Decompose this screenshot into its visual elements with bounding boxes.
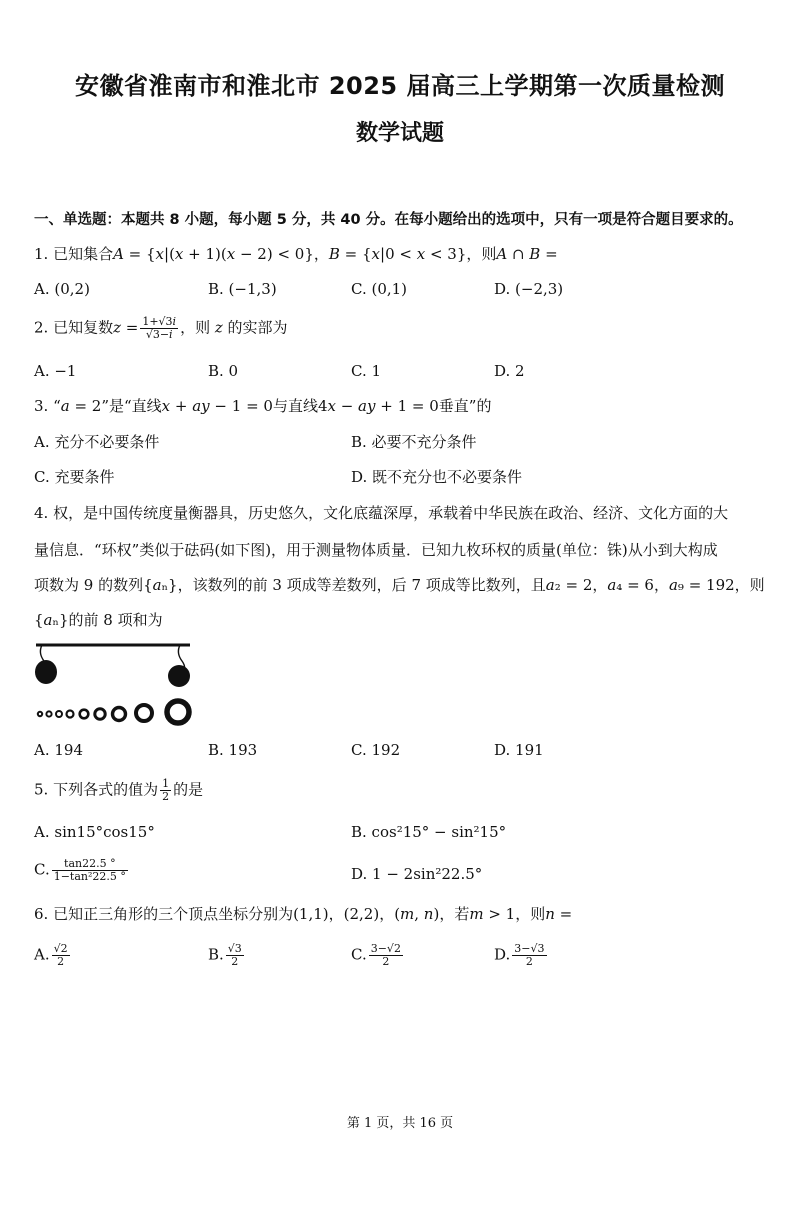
q5-option-c-num: tan22.5 ° bbox=[52, 858, 128, 871]
question-6-stem: 6. 已知正三角形的三个顶点坐标分别为(1,1)，(2,2)，(𝑚, 𝑛)，若𝑚 > 1，则𝑛 = bbox=[34, 905, 573, 923]
q6-option-d-den: 2 bbox=[525, 955, 533, 968]
q4-option-d: D. 191 bbox=[494, 741, 544, 759]
q5-option-a: A. sin15°cos15° bbox=[34, 823, 155, 841]
q2-stem-prefix: 2. 已知复数𝑧 = bbox=[34, 318, 139, 337]
q6-option-b-den: 2 bbox=[231, 955, 239, 968]
q3-option-d: D. 既不充分也不必要条件 bbox=[351, 468, 523, 486]
q2-fraction bbox=[140, 316, 178, 341]
question-4-line-4: {𝑎ₙ}的前 8 项和为 bbox=[34, 611, 163, 629]
q5-option-c-fraction bbox=[52, 858, 128, 883]
q2-frac-den: √3−𝑖 bbox=[145, 328, 173, 341]
q6-option-c-den: 2 bbox=[382, 955, 390, 968]
question-1-stem: 1. 已知集合𝐴 = {𝑥|(𝑥 + 1)(𝑥 − 2) < 0}，𝐵 = {𝑥|0 < 𝑥 < 3}，则𝐴 ∩ 𝐵 = bbox=[34, 245, 558, 263]
q4-option-b: B. 193 bbox=[208, 741, 258, 759]
q5-option-c-den: 1−tan²22.5 ° bbox=[53, 870, 126, 883]
q6-option-c-fraction bbox=[369, 943, 403, 968]
q4-option-c: C. 192 bbox=[351, 741, 401, 759]
q5-option-d: D. 1 − 2sin²22.5° bbox=[351, 865, 483, 883]
q2-stem-suffix: ，则 𝑧 的实部为 bbox=[180, 318, 288, 337]
q1-option-b: B. (−1,3) bbox=[208, 280, 277, 298]
page-footer: 第 1 页，共 16 页 bbox=[346, 1116, 454, 1131]
page-subtitle: 数学试题 bbox=[355, 121, 444, 146]
ring-weights-balance-icon bbox=[34, 636, 214, 726]
q6-option-b-label: B. bbox=[208, 945, 224, 964]
q6-option-a-label: A. bbox=[34, 945, 50, 964]
q3-option-a: A. 充分不必要条件 bbox=[34, 433, 160, 451]
q6-option-a-fraction bbox=[52, 943, 70, 968]
q5-option-c-label: C. bbox=[34, 860, 50, 879]
q2-frac-num: 1+√3𝑖 bbox=[142, 315, 177, 328]
q1-option-a: A. (0,2) bbox=[34, 280, 90, 298]
q6-option-c bbox=[351, 943, 405, 968]
page-title: 安徽省淮南市和淮北市 2025 届高三上学期第一次质量检测 bbox=[74, 72, 725, 100]
q6-option-c-num: 3−√2 bbox=[370, 942, 401, 955]
q5-frac-den: 2 bbox=[162, 790, 170, 803]
q6-option-b bbox=[208, 943, 246, 968]
question-5-stem bbox=[34, 778, 203, 803]
q6-option-c-label: C. bbox=[351, 945, 367, 964]
section-heading: 一、单选题：本题共 8 小题，每小题 5 分，共 40 分。在每小题给出的选项中，只有一项是符合题目要求的。 bbox=[34, 212, 743, 228]
q3-option-b: B. 必要不充分条件 bbox=[351, 433, 477, 451]
question-4-line-3: 项数为 9 的数列{𝑎ₙ}，该数列的前 3 项成等差数列，后 7 项成等比数列，且𝑎₂ = 2，𝑎₄ = 6，𝑎₉ = 192，则 bbox=[34, 576, 765, 594]
question-4-line-2: 量信息．“环权”类似于砝码(如下图)，用于测量物体质量．已知九枚环权的质量(单位：铢)从小到大构成 bbox=[34, 541, 718, 559]
question-4-line-1: 4. 权，是中国传统度量衡器具，历史悠久，文化底蕴深厚，承载着中华民族在政治、经济、文化方面的大 bbox=[34, 504, 729, 522]
q3-option-c: C. 充要条件 bbox=[34, 468, 115, 486]
q5-option-c bbox=[34, 858, 130, 883]
question-2-stem bbox=[34, 316, 288, 341]
q2-option-d: D. 2 bbox=[494, 362, 525, 380]
q5-option-b: B. cos²15° − sin²15° bbox=[351, 823, 507, 841]
q2-option-c: C. 1 bbox=[351, 362, 382, 380]
q6-option-d-label: D. bbox=[494, 945, 511, 964]
q1-option-d: D. (−2,3) bbox=[494, 280, 564, 298]
q6-option-a bbox=[34, 943, 72, 968]
q6-option-a-den: 2 bbox=[57, 955, 65, 968]
q6-option-b-fraction bbox=[226, 943, 244, 968]
q6-option-d-fraction bbox=[512, 943, 546, 968]
q2-option-b: B. 0 bbox=[208, 362, 239, 380]
q5-frac-num: 1 bbox=[162, 777, 170, 790]
q6-option-d bbox=[494, 943, 549, 968]
q6-option-a-num: √2 bbox=[53, 942, 68, 955]
q6-option-d-num: 3−√3 bbox=[514, 942, 545, 955]
question-3-stem: 3. “𝑎 = 2”是“直线𝑥 + 𝑎𝑦 − 1 = 0与直线4𝑥 − 𝑎𝑦 + 1 = 0垂直”的 bbox=[34, 397, 492, 415]
q2-option-a: A. −1 bbox=[34, 362, 77, 380]
q5-fraction bbox=[160, 778, 171, 803]
q5-stem-suffix: 的是 bbox=[173, 780, 204, 799]
q1-option-c: C. (0,1) bbox=[351, 280, 408, 298]
q5-stem-prefix: 5. 下列各式的值为 bbox=[34, 780, 159, 799]
q4-option-a: A. 194 bbox=[34, 741, 83, 759]
q6-option-b-num: √3 bbox=[227, 942, 242, 955]
